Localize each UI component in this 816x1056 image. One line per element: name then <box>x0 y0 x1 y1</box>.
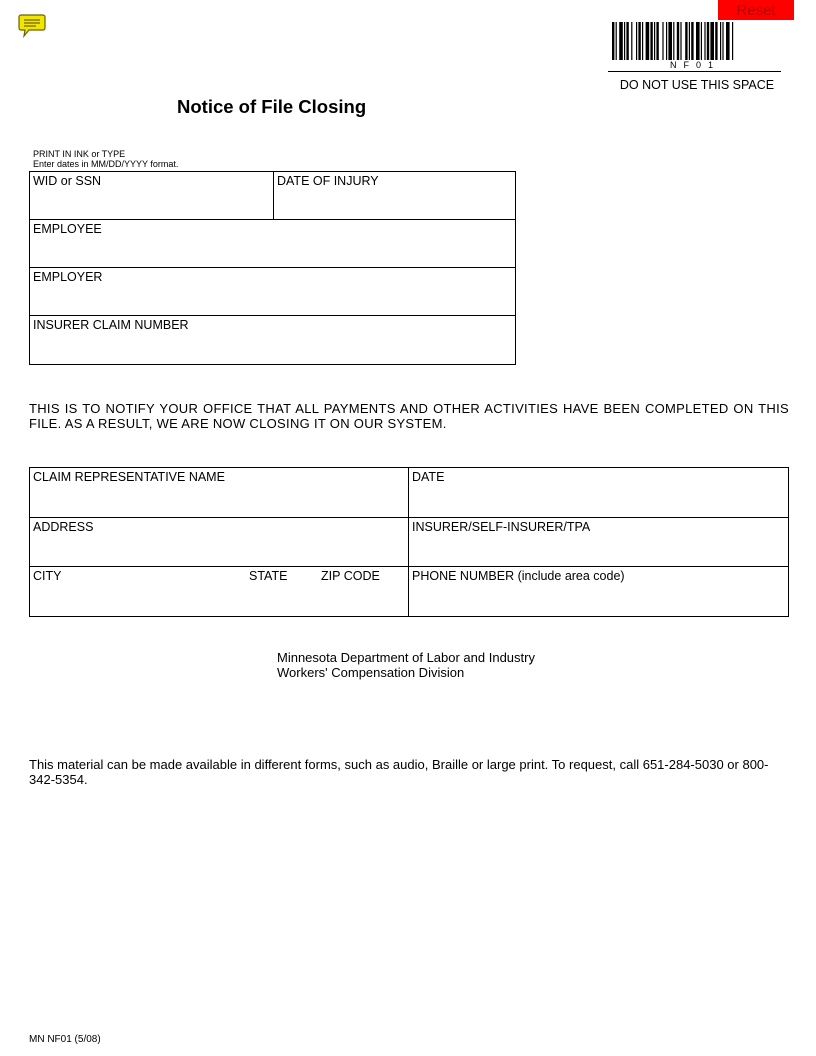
instruction-print-ink: PRINT IN INK or TYPE <box>33 149 126 159</box>
address-label: ADDRESS <box>33 520 94 534</box>
insurer-tpa-field[interactable] <box>409 518 788 567</box>
phone-number-field[interactable] <box>409 567 788 616</box>
department-name: Minnesota Department of Labor and Industry <box>277 650 535 665</box>
date-of-injury-label: DATE OF INJURY <box>277 174 379 188</box>
state-label: STATE <box>249 569 288 583</box>
form-number: MN NF01 (5/08) <box>29 1034 101 1045</box>
address-field[interactable] <box>30 518 409 567</box>
rep-name-field[interactable] <box>30 468 409 518</box>
barcode-text: NF01 <box>669 60 720 70</box>
city-label: CITY <box>33 569 62 583</box>
reset-button[interactable]: Reset <box>718 0 794 20</box>
employee-field[interactable] <box>30 220 515 268</box>
accessibility-notice: This material can be made available in different forms, such as audio, Braille or large print. To request, call 651-284-5030 or 800-342-5354. <box>29 757 769 787</box>
barcode-icon <box>612 22 778 62</box>
employer-label: EMPLOYER <box>33 270 103 284</box>
instruction-date-format: Enter dates in MM/DD/YYYY format. <box>33 159 179 169</box>
wid-ssn-field[interactable] <box>30 172 274 220</box>
do-not-use-label: DO NOT USE THIS SPACE <box>619 78 775 92</box>
insurer-tpa-label: INSURER/SELF-INSURER/TPA <box>412 520 591 534</box>
phone-number-label: PHONE NUMBER (include area code) <box>412 569 625 583</box>
insurer-claim-number-field[interactable] <box>30 316 515 364</box>
insurer-claim-number-label: INSURER CLAIM NUMBER <box>33 318 189 332</box>
employer-field[interactable] <box>30 268 515 316</box>
date-of-injury-field[interactable] <box>274 172 515 220</box>
wid-ssn-label: WID or SSN <box>33 174 102 188</box>
employee-label: EMPLOYEE <box>33 222 102 236</box>
city-field[interactable] <box>30 567 246 616</box>
representative-info-box <box>29 467 789 617</box>
claim-info-box <box>29 171 516 365</box>
page-title: Notice of File Closing <box>177 96 367 117</box>
zip-code-field[interactable] <box>318 567 409 616</box>
closing-notice-text: THIS IS TO NOTIFY YOUR OFFICE THAT ALL PAYMENTS AND OTHER ACTIVITIES HAVE BEEN COMPLETED ON THIS FILE. AS A RESULT, WE ARE NOW CLOSING IT ON OUR SYSTEM. <box>29 401 789 431</box>
date-field[interactable] <box>409 468 788 518</box>
do-not-use-divider <box>608 71 781 72</box>
rep-name-label: CLAIM REPRESENTATIVE NAME <box>33 470 225 484</box>
comment-note-icon[interactable] <box>18 13 46 39</box>
date-label: DATE <box>412 470 445 484</box>
zip-code-label: ZIP CODE <box>321 569 380 583</box>
state-field[interactable] <box>246 567 318 616</box>
division-name: Workers' Compensation Division <box>277 665 465 680</box>
